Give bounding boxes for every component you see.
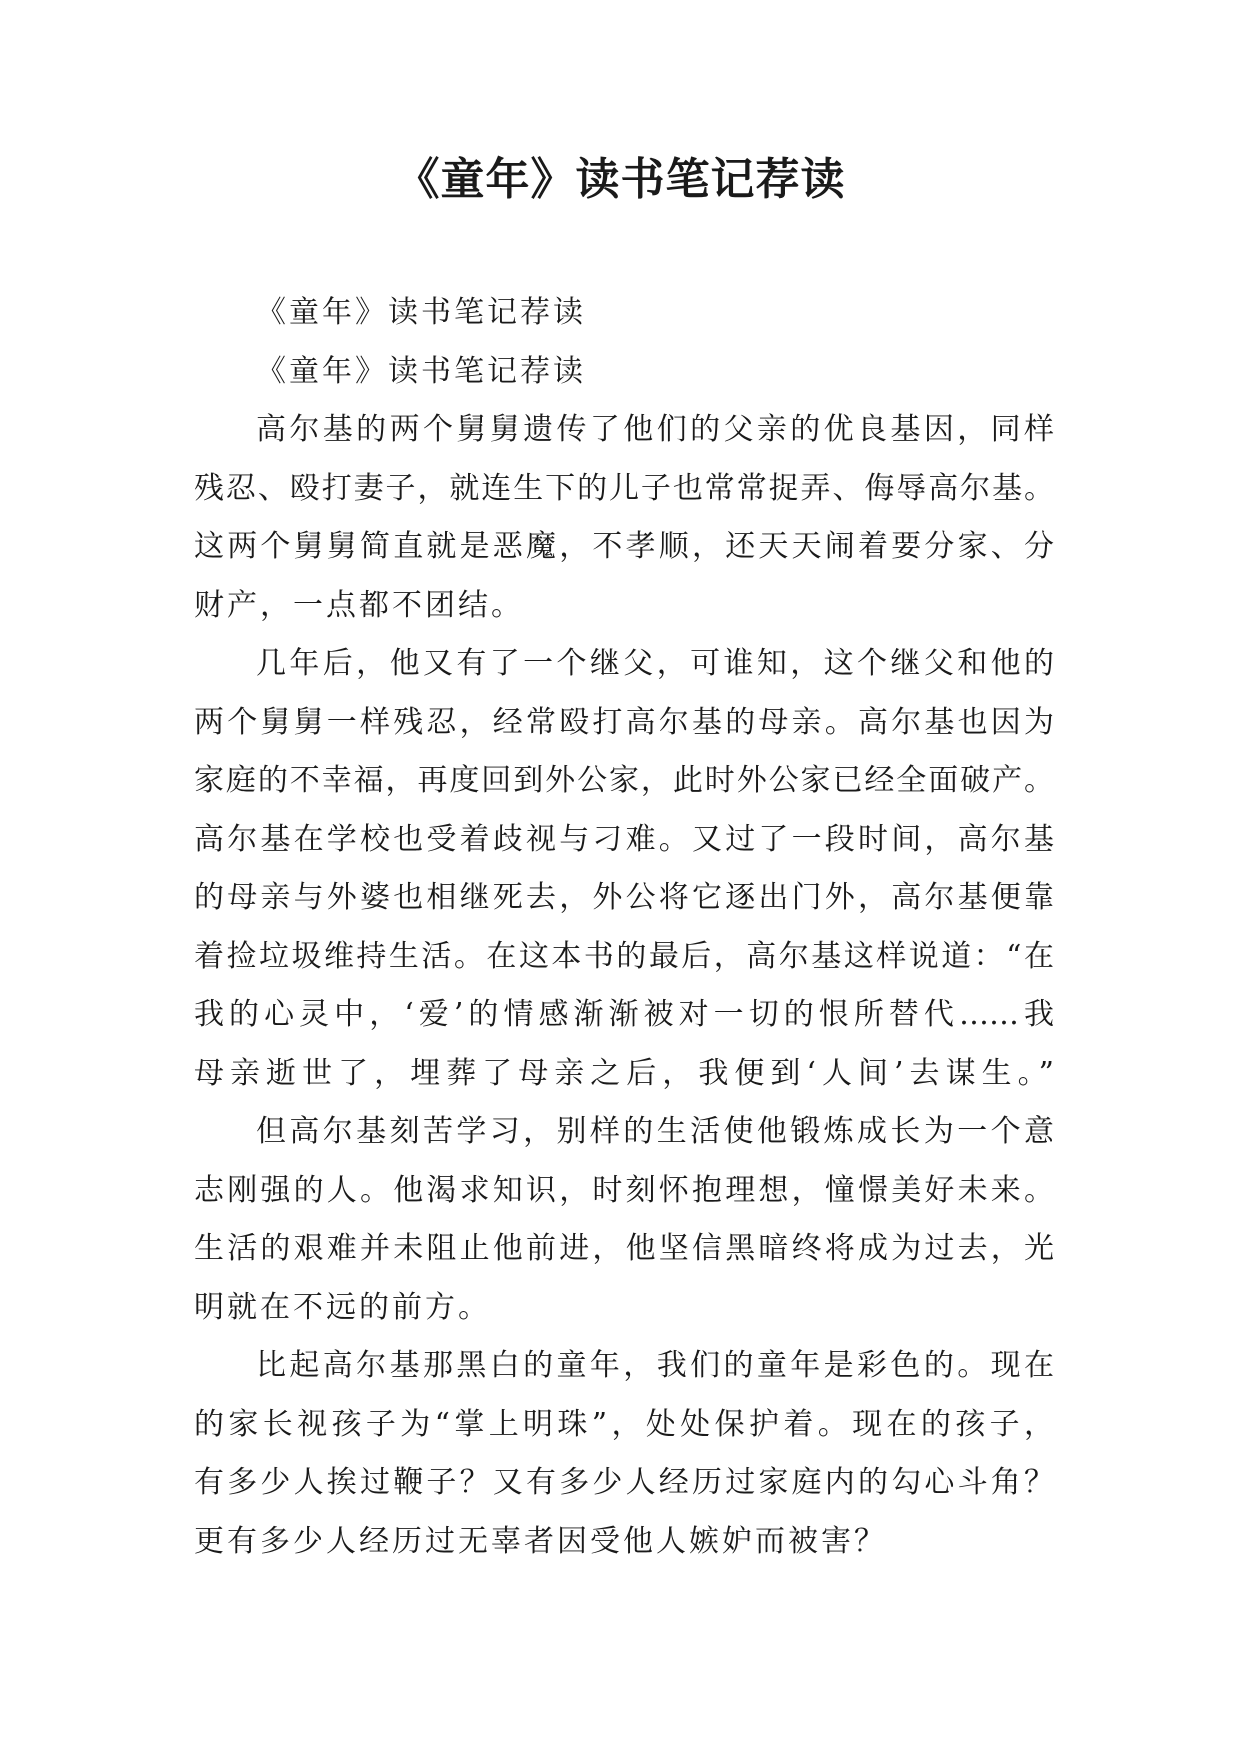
text-line: 家庭的不幸福，再度回到外公家，此时外公家已经全面破产。 <box>194 763 1054 798</box>
text-line: 但高尔基刻苦学习，别样的生活使他锻炼成长为一个意 <box>256 1114 1054 1149</box>
text-line: 高尔基在学校也受着歧视与刁难。又过了一段时间，高尔基 <box>194 821 1054 857</box>
text-line: 《童年》读书笔记荐读 <box>256 353 586 389</box>
text-line: 高尔基的两个舅舅遗传了他们的父亲的优良基因，同样 <box>256 412 1054 447</box>
document-body <box>194 284 1054 1571</box>
text-line: 的家长视孩子为“掌上明珠”，处处保护着。现在的孩子， <box>194 1406 1054 1442</box>
text-line: 我的心灵中，‘爱’的情感渐渐被对一切的恨所替代……我 <box>194 997 1054 1032</box>
text-line: 有多少人挨过鞭子？又有多少人经历过家庭内的勾心斗角？ <box>194 1465 1054 1500</box>
text-line: 着捡垃圾维持生活。在这本书的最后，高尔基这样说道：“在 <box>194 938 1054 974</box>
text-line: 两个舅舅一样残忍，经常殴打高尔基的母亲。高尔基也因为 <box>194 704 1054 740</box>
text-line: 生活的艰难并未阻止他前进，他坚信黑暗终将成为过去，光 <box>194 1231 1054 1266</box>
text-line: 明就在不远的前方。 <box>194 1289 491 1325</box>
text-line: 的母亲与外婆也相继死去，外公将它逐出门外，高尔基便靠 <box>194 880 1054 915</box>
text-line: 更有多少人经历过无辜者因受他人嫉妒而被害？ <box>194 1523 887 1559</box>
text-line: 比起高尔基那黑白的童年，我们的童年是彩色的。现在 <box>256 1348 1054 1383</box>
document-title: 《童年》读书笔记荐读 <box>395 154 846 205</box>
text-line: 志刚强的人。他渴求知识，时刻怀抱理想，憧憬美好未来。 <box>194 1172 1054 1208</box>
text-line: 《童年》读书笔记荐读 <box>256 295 586 330</box>
text-line: 残忍、殴打妻子，就连生下的儿子也常常捉弄、侮辱高尔基。 <box>194 470 1054 506</box>
text-line: 母亲逝世了，埋葬了母亲之后，我便到‘人间’去谋生。” <box>194 1055 1054 1091</box>
text-line: 财产，一点都不团结。 <box>194 587 524 623</box>
text-line: 几年后，他又有了一个继父，可谁知，这个继父和他的 <box>256 646 1054 681</box>
text-line: 这两个舅舅简直就是恶魔，不孝顺，还天天闹着要分家、分 <box>194 529 1054 564</box>
